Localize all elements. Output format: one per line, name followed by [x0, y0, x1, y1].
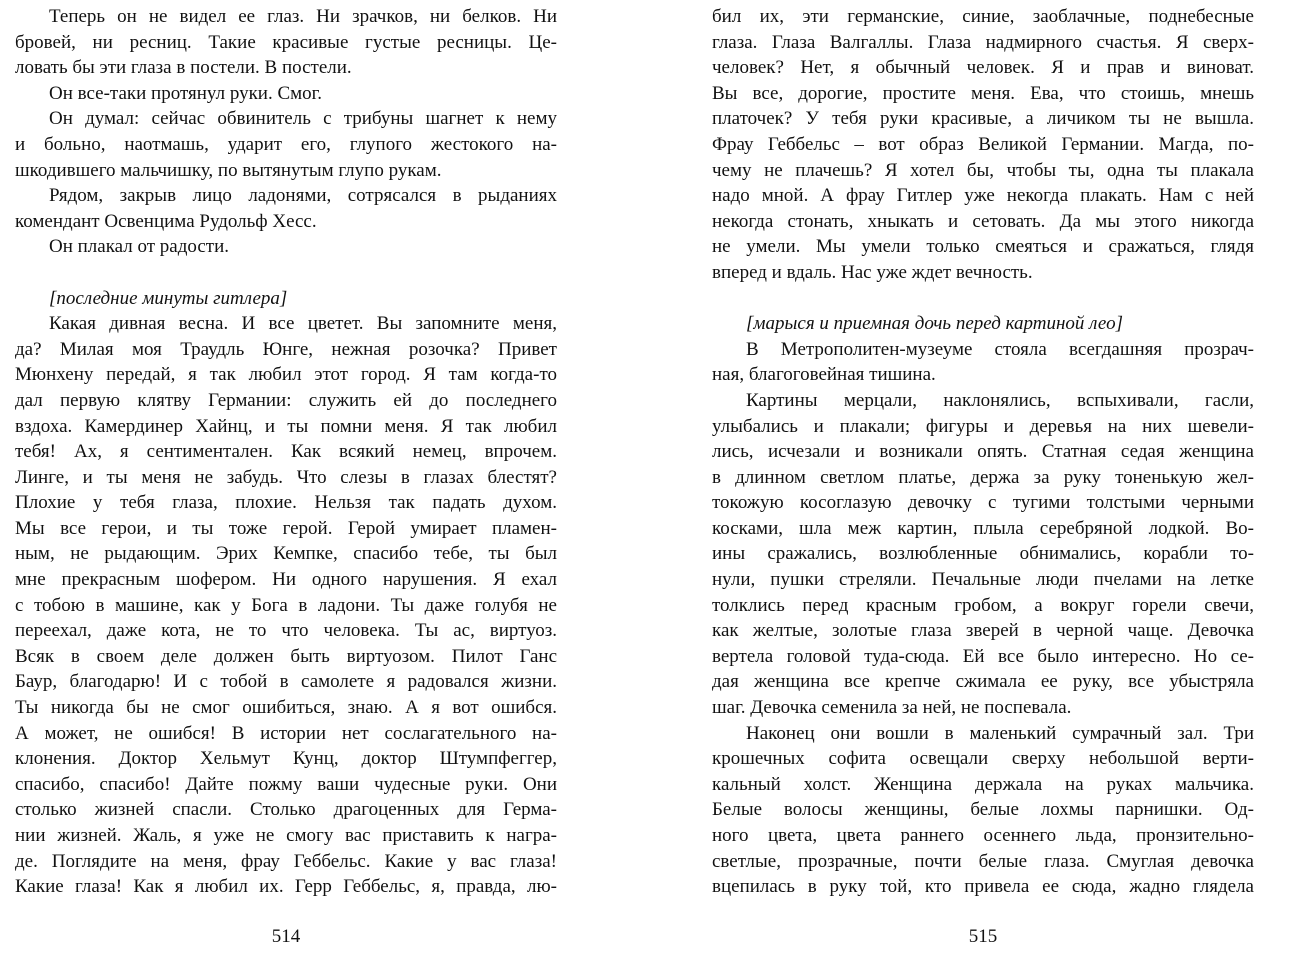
- text-line: Белые волосы женщины, белые лохмы парнишки. Од-: [712, 799, 1254, 821]
- text-line: Наконец они вошли в маленький сумрачный зал. Три: [746, 722, 1254, 744]
- text-line: вперед и вдаль. Нас уже ждет вечность.: [712, 261, 1033, 283]
- text-line: Мы все герои, и ты тоже герой. Герой умирает пламен-: [15, 517, 557, 539]
- text-line: крошечных софита освещали сверху небольшой верти-: [712, 748, 1254, 770]
- text-line: нули, пушки стреляли. Печальные люди пчелами на летке: [712, 569, 1254, 591]
- text-line: не умели. Мы умели только смеяться и сражаться, глядя: [712, 236, 1254, 258]
- text-line: толклись перед красным гробом, а вокруг горели свечи,: [712, 594, 1254, 616]
- blank-line: [712, 286, 1254, 312]
- text-line: ины сражались, возлюбленные обнимались, корабли то-: [712, 543, 1254, 565]
- text-line: чему не плачешь? Я хотел бы, чтобы ты, одна ты плакала: [712, 159, 1254, 181]
- right-page: [712, 0, 1254, 955]
- text-line: Плохие у тебя глаза, плохие. Нельзя так падать духом.: [15, 492, 557, 514]
- text-line: Вы все, дорогие, простите меня. Ева, что стоишь, мнешь: [712, 82, 1254, 104]
- section-heading: [последние минуты гитлера]: [49, 287, 288, 309]
- text-line: тебя! Ах, я сентиментален. Как всякий немец, впрочем.: [15, 441, 557, 463]
- text-line: Какая дивная весна. И все цветет. Вы запомните меня,: [49, 313, 557, 335]
- text-line: и больно, наотмашь, ударит его, глупого жестокого на-: [15, 133, 557, 155]
- blank-line: [15, 260, 557, 286]
- text-line: Картины мерцали, наклонялись, вспыхивали, гасли,: [746, 389, 1254, 411]
- text-line: Всяк в своем деле должен быть виртуозом. Пилот Ганс: [15, 645, 557, 667]
- text-line: шаг. Девочка семенила за ней, не поспевала.: [712, 697, 1072, 719]
- text-line: де. Поглядите на меня, фрау Геббельс. Какие у вас глаза!: [15, 850, 557, 872]
- text-line: платочек? У тебя руки красивые, а личиком ты не вышла.: [712, 108, 1254, 130]
- text-line: некогда стонать, хныкать и сетовать. Да мы этого никогда: [712, 210, 1254, 232]
- text-line: человек? Нет, я обычный человек. Я и прав и виноват.: [712, 57, 1254, 79]
- text-line: дал первую клятву Германии: служить ей до последнего: [15, 389, 557, 411]
- text-line: нии жизней. Жаль, я уже не смогу вас приставить к награ-: [15, 825, 557, 846]
- text-line: кальный холст. Женщина держала на руках мальчика.: [712, 773, 1254, 795]
- text-line: надо мной. А фрау Гитлер уже некогда плакать. Нам с ней: [712, 185, 1254, 207]
- text-line: Фрау Геббельс – вот образ Великой Германии. Магда, по-: [712, 133, 1254, 155]
- text-line: мне прекрасным шофером. Ни одного нарушения. Я ехал: [15, 569, 557, 591]
- text-line: да? Милая моя Траудль Юнге, нежная розочка? Привет: [15, 338, 557, 360]
- text-line: ного цвета, цвета раннего осеннего льда, пронзительно-: [712, 825, 1254, 846]
- text-line: Теперь он не видел ее глаз. Ни зрачков, ни белков. Ни: [49, 6, 557, 27]
- text-line: вертела головой туда-сюда. Ей все было интересно. Но се-: [712, 645, 1254, 667]
- text-line: ным, не рыдающим. Эрих Кемпке, спасибо тебе, ты был: [15, 543, 557, 565]
- text-line: в длинном светлом платье, держа за руку тоненькую жел-: [712, 466, 1254, 488]
- text-line: бровей, ни ресниц. Такие красивые густые ресницы. Це-: [15, 31, 557, 53]
- text-line: лись, исчезали и возникали опять. Статная седая женщина: [712, 441, 1254, 463]
- left-page-number: 514: [271, 926, 301, 947]
- text-line: столько жизней спасли. Столько драгоценных для Герма-: [15, 799, 557, 821]
- text-line: Рядом, закрыв лицо ладонями, сотрясался в рыданиях: [49, 185, 557, 207]
- text-line: клонения. Доктор Хельмут Кунц, доктор Штумпфеггер,: [15, 748, 557, 770]
- text-line: Линге, и ты меня не забудь. Что слезы в глазах блестят?: [15, 466, 557, 488]
- text-line: Мюнхену передай, я так любил этот город. Я там когда-то: [15, 364, 557, 386]
- text-line: бил их, эти германские, синие, заоблачные, поднебесные: [712, 6, 1254, 27]
- text-line: с тобою в машине, как у Бога в ладони. Ты даже голубя не: [15, 594, 557, 616]
- text-line: шкодившего мальчишку, по вытянутым глупо рукам.: [15, 159, 442, 181]
- text-line: Он думал: сейчас обвинитель с трибуны шагнет к нему: [49, 108, 557, 130]
- text-line: Он все-таки протянул руки. Смог.: [49, 82, 323, 104]
- text-line: Ты никогда бы не смог ошибиться, знаю. А я вот ошибся.: [15, 697, 557, 719]
- text-line: переехал, даже кота, не то что человека. Ты ас, виртуоз.: [15, 620, 557, 642]
- text-line: вцепилась в руку той, кто привела ее сюда, жадно глядела: [712, 876, 1254, 898]
- text-line: Какие глаза! Как я любил их. Герр Геббельс, я, правда, лю-: [15, 876, 557, 898]
- left-page: [15, 0, 557, 955]
- section-heading: [марыся и приемная дочь перед картиной лео]: [746, 313, 1123, 335]
- text-line: светлые, прозрачные, почти белые глаза. Смуглая девочка: [712, 850, 1254, 872]
- text-line: ловать бы эти глаза в постели. В постели.: [15, 57, 352, 79]
- text-line: комендант Освенцима Рудольф Хесс.: [15, 210, 317, 232]
- text-line: глаза. Глаза Валгаллы. Глаза надмирного счастья. Я сверх-: [712, 31, 1254, 53]
- text-line: Он плакал от радости.: [49, 236, 230, 258]
- left-page-text: [15, 4, 557, 900]
- text-line: вздоха. Камердинер Хайнц, и ты помни меня. Я так любил: [15, 415, 557, 437]
- text-line: токожую косоглазую девочку с тугими толстыми черными: [712, 492, 1254, 514]
- text-line: улыбались и плакали; фигуры и деревья на них шевели-: [712, 415, 1254, 437]
- text-line: ная, благоговейная тишина.: [712, 364, 936, 386]
- text-line: косками, шла меж картин, плыла серебряной лодкой. Во-: [712, 517, 1254, 539]
- text-line: А может, не ошибся! В истории нет сослагательного на-: [15, 722, 557, 744]
- text-line: дая женщина все крепче сжимала ее руку, все убыстряла: [712, 671, 1254, 693]
- right-page-number: 515: [968, 926, 998, 947]
- text-line: спасибо, спасибо! Дайте пожму ваши чудесные руки. Они: [15, 773, 557, 795]
- text-line: В Метрополитен-музеуме стояла всегдашняя прозрач-: [746, 338, 1254, 360]
- text-line: Баур, благодарю! И с тобой в самолете я радовался жизни.: [15, 671, 557, 693]
- right-page-text: [712, 4, 1254, 900]
- text-line: как желтые, золотые глаза зверей в черной чаще. Девочка: [712, 620, 1254, 642]
